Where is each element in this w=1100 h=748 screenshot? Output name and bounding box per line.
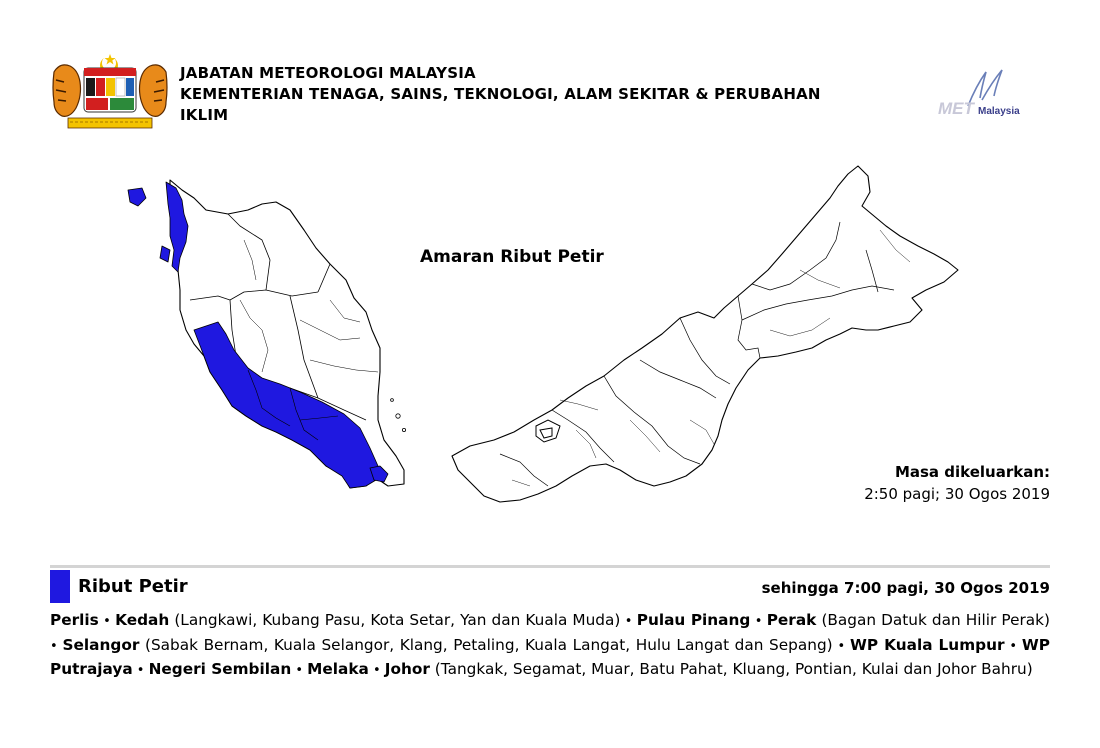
met-malaysia-logo <box>936 66 1052 122</box>
state-name: Kedah <box>115 611 170 629</box>
warning-area-langkawi <box>128 188 146 206</box>
met-logo-suffix: Malaysia <box>978 106 1020 117</box>
district-list: (Tangkak, Segamat, Muar, Batu Pahat, Kluang, Pontian, Kulai dan Johor Bahru) <box>434 660 1033 678</box>
map-title: Amaran Ribut Petir <box>420 247 604 267</box>
state-name: Johor <box>384 660 430 678</box>
legend-swatch <box>50 570 70 603</box>
issued-label: Masa dikeluarkan: <box>894 463 1050 481</box>
district-list: (Bagan Datuk dan Hilir Perak) <box>821 611 1050 629</box>
affected-areas <box>50 609 1050 683</box>
state-name: Negeri Sembilan <box>148 660 292 678</box>
legend-label: Ribut Petir <box>78 576 188 597</box>
district-list: (Langkawi, Kubang Pasu, Kota Setar, Yan dan Kuala Muda) <box>174 611 621 629</box>
coat-of-arms-icon <box>48 52 172 134</box>
separator-bullet: • <box>1004 638 1022 654</box>
separator-bullet: • <box>98 614 116 629</box>
separator-bullet: • <box>132 663 149 678</box>
separator-bullet: • <box>750 614 767 629</box>
ministry-name: KEMENTERIAN TENAGA, SAINS, TEKNOLOGI, ALAM SEKITAR & PERUBAHAN <box>180 85 821 103</box>
met-logo-text: MET <box>938 99 974 118</box>
state-name: Perlis <box>50 611 99 629</box>
separator-bullet: • <box>50 638 63 654</box>
sarawak-sabah <box>452 166 958 502</box>
state-name: Melaka <box>307 660 369 678</box>
org-title: JABATAN METEOROLOGI MALAYSIA <box>180 64 476 82</box>
issued-time-block <box>864 461 1050 505</box>
state-name: WP Kuala Lumpur <box>850 635 1005 654</box>
ministry-name-cont: IKLIM <box>180 106 229 124</box>
warning-area-penang <box>160 246 170 262</box>
valid-until: sehingga 7:00 pagi, 30 Ogos 2019 <box>761 579 1050 597</box>
separator-bullet: • <box>291 663 308 678</box>
state-name: Perak <box>766 611 817 629</box>
separator-bullet: • <box>368 663 385 678</box>
issued-time: 2:50 pagi; 30 Ogos 2019 <box>864 485 1050 503</box>
district-list: (Sabak Bernam, Kuala Selangor, Klang, Petaling, Kuala Langat, Hulu Langat dan Sepang) <box>144 635 833 654</box>
state-name: Selangor <box>62 635 140 654</box>
state-name: WP Putrajaya <box>50 635 1051 678</box>
section-divider <box>50 565 1050 568</box>
state-name: Pulau Pinang <box>636 611 751 629</box>
organization-name <box>180 63 920 126</box>
separator-bullet: • <box>620 614 637 629</box>
separator-bullet: • <box>832 638 851 654</box>
